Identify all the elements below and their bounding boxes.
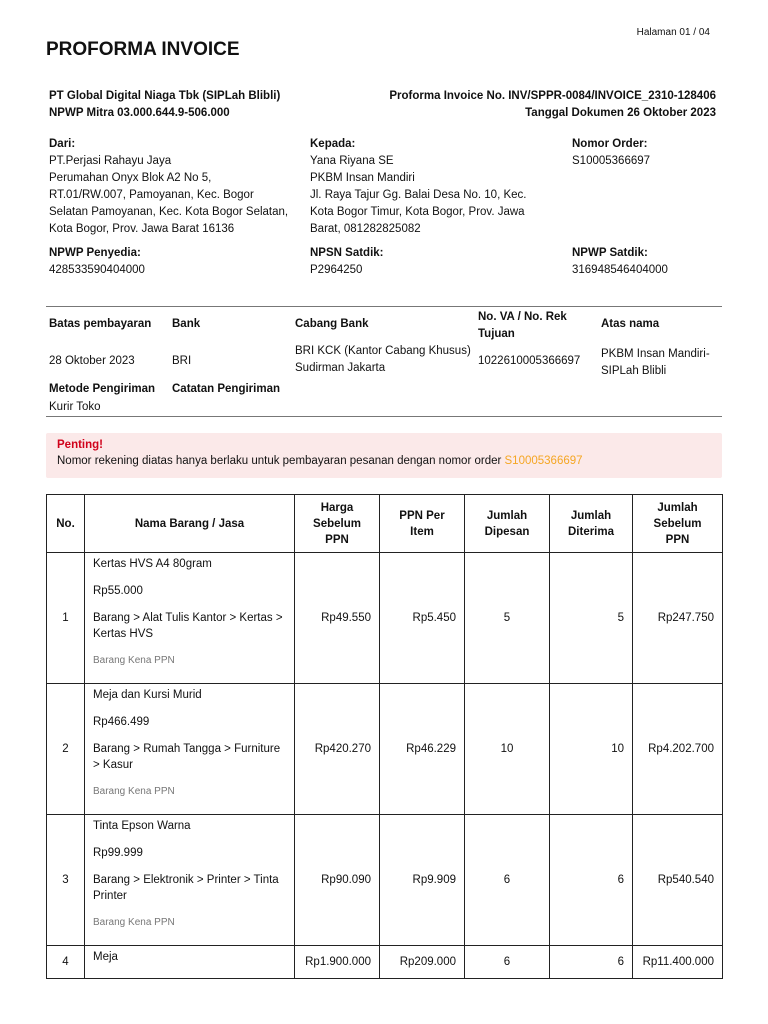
col-header-total: Jumlah Sebelum PPN [633,495,723,553]
table-row [47,815,723,946]
order-label: Nomor Order: [572,138,648,150]
note-text [57,455,583,467]
row-number: 2 [47,684,85,815]
item-diterima: 5 [550,553,633,684]
divider [46,306,722,307]
items-table [46,494,723,979]
seller-npwp: NPWP Mitra 03.000.644.9-506.000 [49,107,230,119]
item-total: Rp4.202.700 [633,684,723,815]
from-block [49,136,288,238]
item-ppn: Rp209.000 [380,946,465,979]
metode-value: Kurir Toko [49,401,101,413]
item-dipesan: 5 [465,553,550,684]
to-line: Jl. Raya Tajur Gg. Balai Desa No. 10, Kec. [310,189,527,201]
table-header-row [47,495,723,553]
item-cell [85,684,295,815]
bank-value: BRI [172,355,192,367]
col-header-harga: Harga Sebelum PPN [295,495,380,553]
cabang-line: BRI KCK (Kantor Cabang Khusus) [295,345,471,357]
header-batas: Batas pembayaran [49,318,152,330]
table-row [47,684,723,815]
npwp-penyedia [49,245,145,279]
item-dipesan: 6 [465,946,550,979]
from-line: PT.Perjasi Rahayu Jaya [49,155,172,167]
header-va-line: No. VA / No. Rek [478,311,567,323]
col-header-ppn: PPN Per Item [380,495,465,553]
npwp-satdik-value: 316948546404000 [572,264,668,276]
cabang-value [295,343,471,377]
item-category: Barang > Alat Tulis Kantor > Kertas > Kertas HVS [93,612,283,640]
cabang-line: Sudirman Jakarta [295,362,386,374]
item-tax-note: Barang Kena PPN [93,786,175,797]
item-cell [85,815,295,946]
npwp-penyedia-value: 428533590404000 [49,264,145,276]
item-diterima: 6 [550,815,633,946]
npwp-satdik [572,245,668,279]
table-row [47,946,723,979]
item-tax-note: Barang Kena PPN [93,917,175,928]
to-line: Yana Riyana SE [310,155,394,167]
item-harga: Rp420.270 [295,684,380,815]
va-value: 1022610005366697 [478,355,581,367]
note-title: Penting! [57,439,103,451]
invoice-date: Tanggal Dokumen 26 Oktober 2023 [525,107,716,119]
item-total: Rp247.750 [633,553,723,684]
from-label: Dari: [49,138,76,150]
to-line: PKBM Insan Mandiri [310,172,415,184]
item-category: Barang > Elektronik > Printer > Tinta Printer [93,874,279,902]
from-line: Selatan Pamoyanan, Kec. Kota Bogor Selatan, [49,206,289,218]
header-va [478,309,567,343]
item-harga: Rp1.900.000 [295,946,380,979]
npsn-satdik-label: NPSN Satdik: [310,247,384,259]
divider [46,416,722,417]
header-va-line: Tujuan [478,328,515,340]
row-number: 3 [47,815,85,946]
npsn-satdik [310,245,384,279]
item-dipesan: 10 [465,684,550,815]
to-line: Kota Bogor Timur, Kota Bogor, Prov. Jawa [310,206,525,218]
item-ppn: Rp46.229 [380,684,465,815]
item-name: Tinta Epson Warna [93,820,191,832]
item-ppn: Rp9.909 [380,815,465,946]
item-harga: Rp90.090 [295,815,380,946]
item-price: Rp55.000 [93,585,143,597]
item-name: Meja [93,951,118,963]
item-total: Rp540.540 [633,815,723,946]
note-message: Nomor rekening diatas hanya berlaku untuk pembayaran pesanan dengan nomor order [57,455,505,467]
atas-nama-line: SIPLah Blibli [601,365,667,377]
page-number: Halaman 01 / 04 [636,27,710,38]
row-number: 4 [47,946,85,979]
item-dipesan: 6 [465,815,550,946]
row-number: 1 [47,553,85,684]
col-header-diterima: Jumlah Diterima [550,495,633,553]
to-block [310,136,526,238]
item-diterima: 6 [550,946,633,979]
order-block [572,136,650,170]
col-header-dipesan: Jumlah Dipesan [465,495,550,553]
atas-nama-line: PKBM Insan Mandiri- [601,348,710,360]
item-total: Rp11.400.000 [633,946,723,979]
header-bank: Bank [172,318,201,330]
note-order-number: S10005366697 [504,455,583,467]
item-category: Barang > Rumah Tangga > Furniture > Kasur [93,743,281,771]
from-line: RT.01/RW.007, Pamoyanan, Kec. Bogor [49,189,254,201]
header-cabang: Cabang Bank [295,318,369,330]
atas-nama-value [601,346,710,380]
item-tax-note: Barang Kena PPN [93,655,175,666]
to-label: Kepada: [310,138,356,150]
invoice-number: Proforma Invoice No. INV/SPPR-0084/INVOICE_2310-128406 [389,90,716,102]
npwp-penyedia-label: NPWP Penyedia: [49,247,141,259]
to-line: Barat, 081282825082 [310,223,421,235]
batas-value: 28 Oktober 2023 [49,355,135,367]
item-name: Kertas HVS A4 80gram [93,558,212,570]
from-line: Kota Bogor, Prov. Jawa Barat 16136 [49,223,235,235]
item-ppn: Rp5.450 [380,553,465,684]
item-diterima: 10 [550,684,633,815]
table-row [47,553,723,684]
item-cell [85,553,295,684]
col-header-no: No. [47,495,85,553]
page-title: PROFORMA INVOICE [46,39,240,60]
seller-name: PT Global Digital Niaga Tbk (SIPLah Blibli) [49,90,281,102]
header-catatan: Catatan Pengiriman [172,383,280,395]
header-atas-nama: Atas nama [601,318,660,330]
item-harga: Rp49.550 [295,553,380,684]
from-line: Perumahan Onyx Blok A2 No 5, [49,172,212,184]
item-price: Rp99.999 [93,847,143,859]
item-cell [85,946,295,979]
col-header-nama: Nama Barang / Jasa [85,495,295,553]
header-metode: Metode Pengiriman [49,383,156,395]
item-price: Rp466.499 [93,716,150,728]
order-number: S10005366697 [572,155,651,167]
npwp-satdik-label: NPWP Satdik: [572,247,648,259]
important-note [46,433,722,478]
npsn-satdik-value: P2964250 [310,264,363,276]
item-name: Meja dan Kursi Murid [93,689,202,701]
